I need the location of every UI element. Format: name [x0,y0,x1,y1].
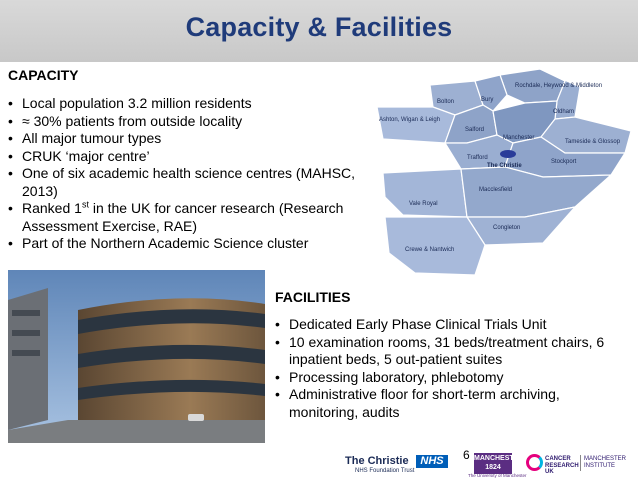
university-of-manchester-subtitle: The University of Manchester [468,473,527,478]
ranked-pre: Ranked 1 [22,200,82,216]
facilities-item: • Dedicated Early Phase Clinical Trials Unit [275,316,625,334]
map-label-bury: Bury [481,97,494,103]
capacity-item-ranked [8,200,368,235]
facilities-item: • 10 examination rooms, 31 beds/treatment chairs, 6 inpatient beds, 5 out-patient suites [275,334,625,369]
capacity-heading: CAPACITY [8,67,79,83]
map-label-oldham: Oldham [553,109,575,115]
map-label-rochdale: Rochdale, Heywood & Middleton [515,83,603,89]
capacity-item: • Local population 3.2 million residents [8,95,368,113]
map-label-christie: The Christie [487,163,522,169]
region-map [375,67,633,279]
ranked-sup: st [81,199,89,210]
building-photo [8,270,265,443]
map-region-ashton [377,107,455,143]
page-number: 6 [463,448,470,462]
ranked-post: in the UK for cancer research (Research Assessment Exercise, RAE) [22,200,344,234]
christie-logo: The Christie [345,455,409,467]
map-region-crewe [385,217,485,275]
capacity-item: • Part of the Northern Academic Science cluster [8,235,368,253]
cruk-icon [526,454,543,471]
map-label-macclesfield: Macclesfield [479,187,513,193]
capacity-list [8,95,368,253]
christie-marker [500,150,516,158]
facilities-item: • Administrative floor for short-term archiving, monitoring, audits [275,386,625,421]
facilities-list [275,316,625,421]
map-label-vale-royal: Vale Royal [409,201,438,207]
map-label-bolton: Bolton [437,99,455,105]
map-label-crewe: Crewe & Nantwich [405,247,455,253]
christie-logo-subtitle: NHS Foundation Trust [355,468,415,474]
map-label-ashton: Ashton, Wigan & Leigh [379,117,441,123]
capacity-item: • One of six academic health science centres (MAHSC, 2013) [8,165,368,200]
map-label-trafford: Trafford [467,155,488,161]
map-label-stockport: Stockport [551,159,577,165]
facilities-item: • Processing laboratory, phlebotomy [275,369,625,387]
capacity-item: • ≈ 30% patients from outside locality [8,113,368,131]
map-label-manchester: Manchester [503,135,535,141]
map-label-congleton: Congleton [493,225,521,231]
map-label-salford: Salford [465,127,485,133]
university-of-manchester-logo: MANCHESTER 1824 [474,453,512,474]
nhs-logo: NHS [416,455,448,468]
capacity-item: • CRUK ‘major centre’ [8,148,368,166]
capacity-item: • All major tumour types [8,130,368,148]
manchester-institute-logo: MANCHESTER INSTITUTE [584,456,627,469]
map-label-tameside: Tameside & Glossop [565,139,621,145]
logo-divider [580,455,581,471]
facilities-heading: FACILITIES [275,289,351,305]
map-region-vale-royal [383,169,467,217]
cruk-logo: CANCER RESEARCH UK [545,456,579,475]
slide-title: Capacity & Facilities [185,12,453,42]
